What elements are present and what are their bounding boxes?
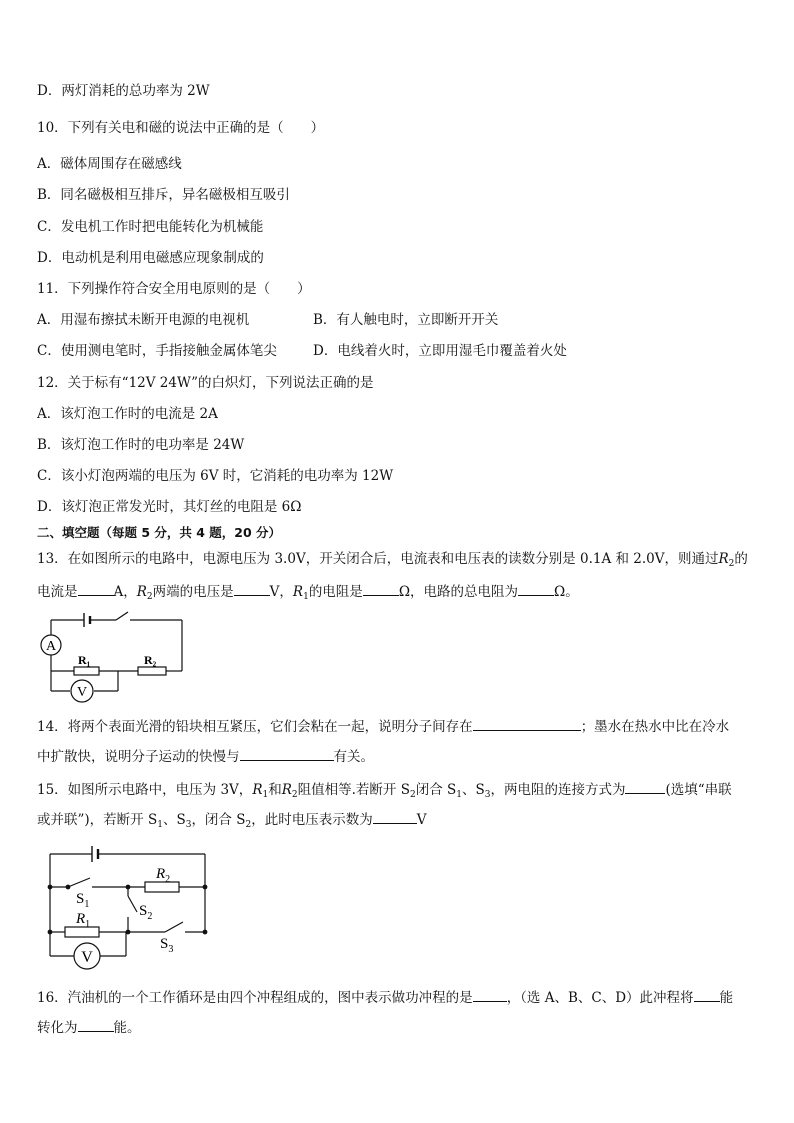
q12-option-a: A．该灯泡工作时的电流是 2A [37,406,218,422]
q11-option-c: C．使用测电笔时，手指接触金属体笔尖 [37,343,277,359]
section-heading: 二、填空题（每题 5 分，共 4 题，20 分） [37,525,282,540]
q14-blank-1[interactable] [473,717,581,731]
q10-option-c: C．发电机工作时把电能转化为机械能 [37,219,264,235]
voltmeter-label: V [81,949,93,966]
q11-stem: 11．下列操作符合安全用电原则的是（ ） [37,281,311,297]
switch-s3-label: $S_3$ [160,936,174,955]
switch-s2-label: $S_2$ [139,903,153,922]
q12-stem: 12．关于标有“12V 24W”的白炽灯，下列说法正确的是 [37,375,374,391]
q13-circuit-diagram [36,608,186,708]
resistor-r1-label: R₁ [78,653,91,667]
q13-blank-1[interactable] [78,582,114,596]
q13-blank-3[interactable] [363,582,399,596]
q10-option-b: B．同名磁极相互排斥，异名磁极相互吸引 [37,187,290,203]
q16-blank-1[interactable] [473,988,507,1002]
q15-blank-1[interactable] [625,780,665,794]
q12-option-c: C．该小灯泡两端的电压为 6V 时，它消耗的电功率为 12W [37,468,394,484]
q15-line1: 15．如图所示电路中，电压为 3V，$R_1$和$R_2$阻值相等.若断开 $S_2$闭合 $S_1$、$S_3$，两电阻的连接方式为 (选填“串联 [37,782,732,800]
q16-blank-2[interactable] [694,988,720,1002]
q13-line1: 13．在如图所示的电路中，电源电压为 3.0V，开关闭合后，电流表和电压表的读数分别是 0.1A 和 2.0V，则通过$R_2$的 [37,551,748,569]
q14-line1: 14．将两个表面光滑的铅块相互紧压，它们会粘在一起，说明分子间存在 ；墨水在热水中比在冷水 [37,719,730,735]
switch-s1-label: $S_1$ [76,891,90,910]
q14-line2: 中扩散快，说明分子运动的快慢与 有关。 [37,749,374,765]
voltmeter-label: V [76,685,88,700]
q10-option-a: A．磁体周围存在磁感线 [37,156,182,172]
q16-blank-3[interactable] [78,1018,114,1032]
q10-stem: 10．下列有关电和磁的说法中正确的是（ ） [37,120,325,136]
q12-option-b: B．该灯泡工作时的电功率是 24W [37,437,245,453]
q11-option-a: A．用湿布擦拭未断开电源的电视机 [37,312,250,328]
q13-line2: 电流是 A，$R_2$两端的电压是 V，$R_1$的电阻是 Ω，电路的总电阻为 Ω。 [37,584,579,602]
q15-circuit-diagram [40,842,210,972]
q12-option-d: D．该灯泡正常发光时，其灯丝的电阻是 6Ω [37,499,302,515]
q13-blank-2[interactable] [234,582,270,596]
q15-line2: 或并联”)，若断开 $S_1$、$S_3$，闭合 $S_2$，此时电压表示数为 V [37,812,427,830]
q11-option-b: B．有人触电时，立即断开开关 [313,312,499,328]
q16-line2: 转化为 能。 [37,1020,141,1036]
resistor-r2-label: R₂ [144,653,157,667]
resistor-r2-label: $R_2$ [156,866,171,885]
resistor-r1-label: $R_1$ [76,911,91,930]
ammeter-label: A [45,639,57,654]
q16-line1: 16．汽油机的一个工作循环是由四个冲程组成的，图中表示做功冲程的是 ，（选 A、B、C、D）此冲程将 能 [37,990,734,1006]
q14-blank-2[interactable] [240,747,334,761]
q11-option-d: D．电线着火时，立即用湿毛巾覆盖着火处 [313,343,567,359]
q13-blank-4[interactable] [518,582,554,596]
q15-blank-2[interactable] [373,810,417,824]
q9-option-d: D．两灯消耗的总功率为 2W [37,83,210,99]
q10-option-d: D．电动机是利用电磁感应现象制成的 [37,250,264,266]
